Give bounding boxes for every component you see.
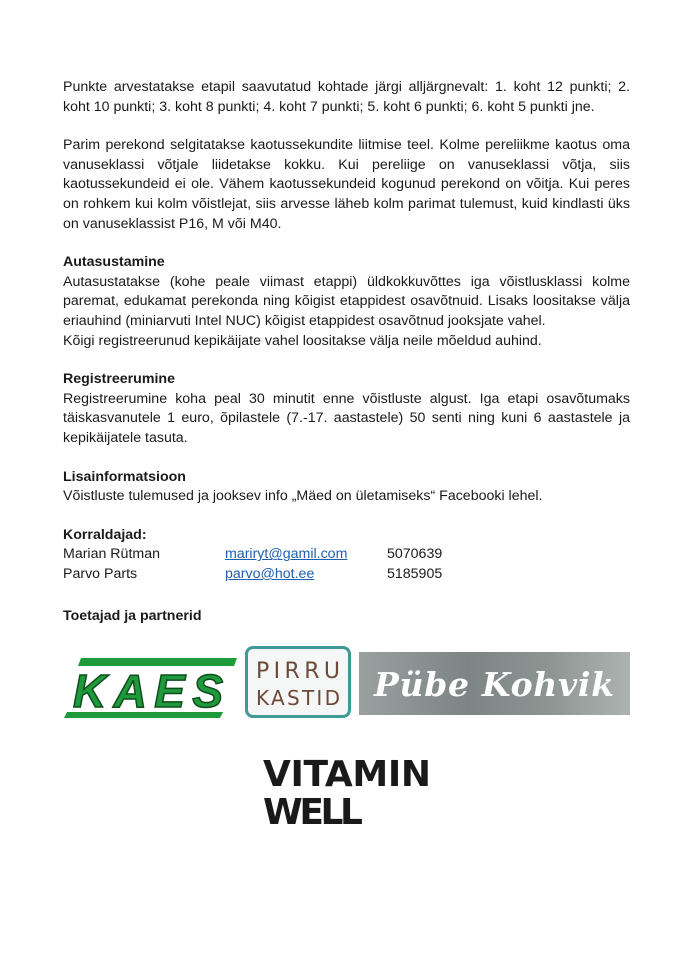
- kastid-logo-text: KASTID: [256, 686, 340, 710]
- organizer-phone: 5185905: [387, 565, 443, 582]
- section-heading: Autasustamine: [63, 254, 165, 271]
- pirru-logo-text: PIRRU: [256, 659, 340, 684]
- organizer-row: [63, 565, 630, 585]
- section-text: Registreerumine koha peal 30 minutit enne võistluste algust. Iga etapi osavõtumaks täiskasvanutele 1 euro, õpilastele (7.-17. aastastele) 50 senti ning kuni 6 aastastele ja kepikäijatele tasuta.: [63, 390, 630, 446]
- section-awards: [63, 253, 630, 351]
- section-text: Kõigi registreerunud kepikäijate vahel loositakse välja neile mõeldud auhind.: [63, 332, 542, 349]
- family-ranking-paragraph: Parim perekond selgitatakse kaotussekundite liitmise teel. Kolme pereliikme kaotus oma vanuseklassi võtjale liidetakse kokku. Kui pereliige on vanuseklassi võtja, siis kaotussekundeid ei ole. Vähem kaotussekundeid kogunud perekond on võitja. Kui peres on rohkem kui kolm võistlejat, siis arvesse läheb kolm parimat tulemust, kuid kindlasti üks on vanuseklassist P16, M või M40.: [63, 137, 630, 232]
- section-registration: [63, 370, 630, 448]
- vitamin-logo-text: VITAMIN: [263, 754, 431, 795]
- organizer-row: [63, 545, 630, 565]
- section-text: Autasustatakse (kohe peale viimast etappi) üldkokkuvõttes iga võistlusklassi kolme paremat, edukamat perekonda ning kõigist etappidest osavõtnuid. Lisaks loositakse välja eriauhind (miniarvuti Intel NUC) kõigist etappidest osavõtnud jooksjate vahel.: [63, 273, 630, 329]
- organizer-name: Parvo Parts: [63, 565, 138, 582]
- section-heading: Registreerumine: [63, 371, 175, 388]
- organizer-phone: 5070639: [387, 546, 443, 563]
- organizer-email-link[interactable]: mariryt@gamil.com: [225, 546, 348, 563]
- organizer-email-link[interactable]: parvo@hot.ee: [225, 565, 315, 582]
- section-info: [63, 468, 630, 507]
- section-text: Võistluste tulemused ja jooksev info „Mäed on ületamiseks“ Facebooki lehel.: [63, 488, 543, 505]
- section-heading: Lisainformatsioon: [63, 468, 186, 485]
- vitamin-well-logo: [263, 754, 443, 826]
- document-body: [63, 78, 630, 584]
- sponsor-logos: [63, 646, 630, 718]
- kaes-logo: [63, 656, 237, 718]
- pirru-kastid-logo: [245, 646, 351, 718]
- organizer-name: Marian Rütman: [63, 546, 160, 563]
- pube-kohvik-logo: [359, 652, 630, 715]
- kaes-logo-text: KAES: [73, 665, 223, 717]
- pube-logo-text: Pübe Kohvik: [374, 665, 614, 704]
- points-paragraph: Punkte arvestatakse etapil saavutatud kohtade järgi alljärgnevalt: 1. koht 12 punkti; 2. koht 10 punkti; 3. koht 8 punkti; 4. koht 7 punkti; 5. koht 6 punkti; 6. koht 5 punkti jne.: [63, 79, 630, 115]
- well-logo-text: WELL: [263, 792, 363, 826]
- organizers-heading: Korraldajad:: [63, 526, 147, 543]
- organizers-block: [63, 526, 630, 585]
- sponsors-heading: Toetajad ja partnerid: [63, 608, 202, 624]
